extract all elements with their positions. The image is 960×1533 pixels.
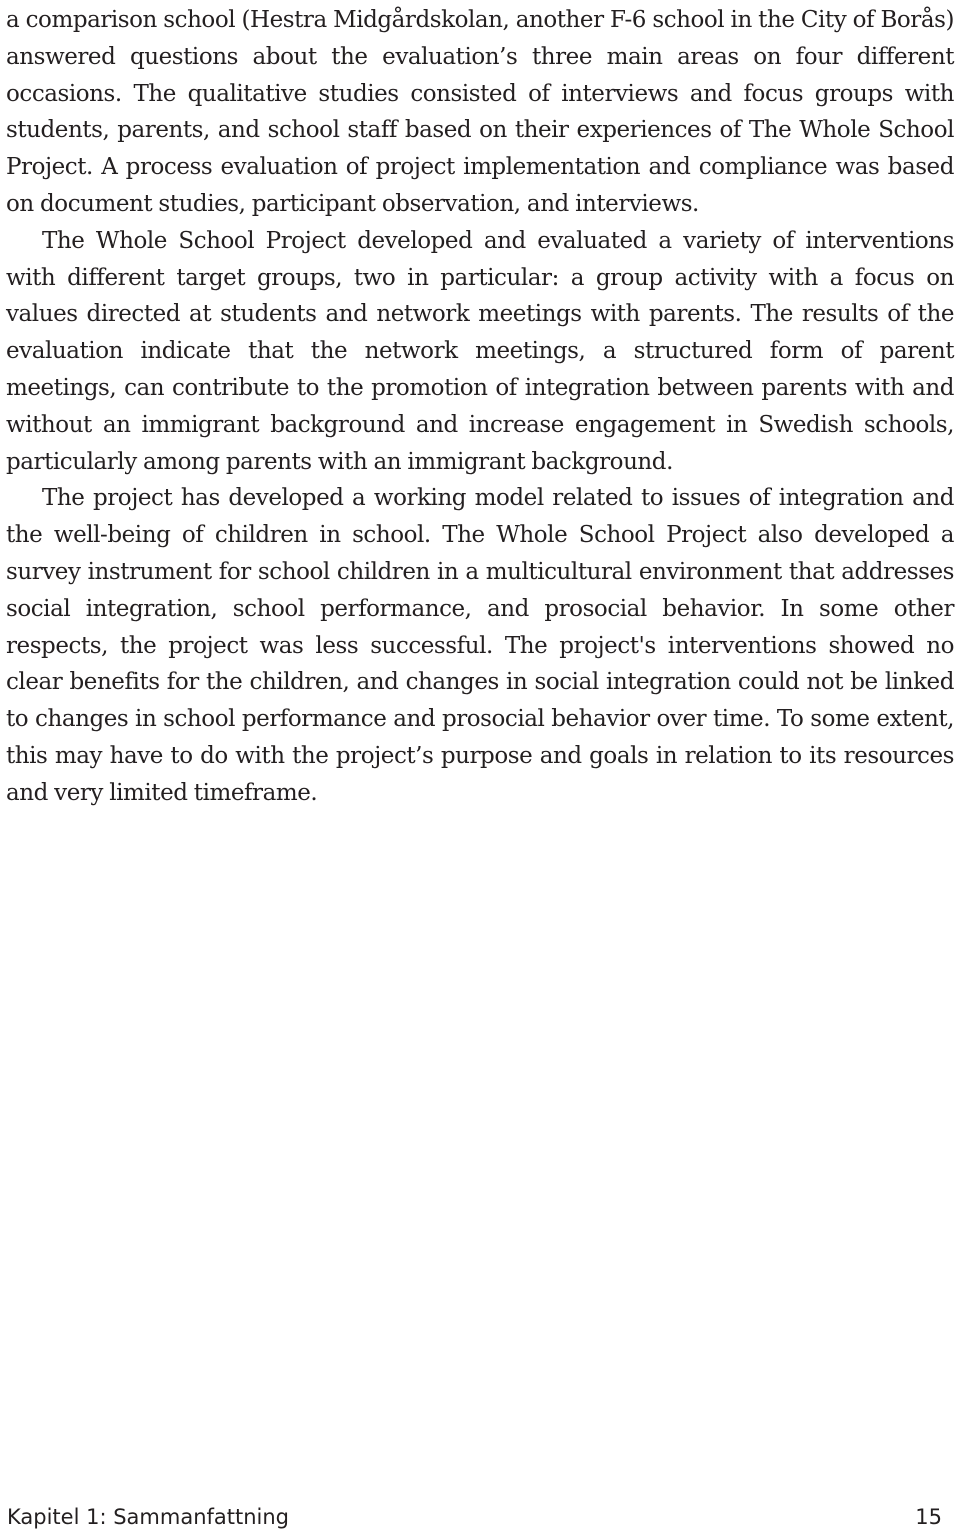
paragraph-continued: a comparison school (Hestra Midgårdskolan, another F-6 school in the City of Borås) answered questions about the evaluation’s three main areas on four different occasions. The qualitative studies consisted of interviews and focus groups with students, parents, and school staff based on their experiences of The Whole School Project. A process evaluation of project implementation and compliance was based on document studies, participant observation, and interviews. <box>6 7 954 217</box>
paragraph-outcomes: The project has developed a working model related to issues of integration and the well-being of children in school. The Whole School Project also developed a survey instrument for school children in a multicultural environment that addresses social integration, school performance, and prosocial behavior. In some other respects, the project was less successful. The project's interventions showed no clear benefits for the children, and changes in social integration could not be linked to changes in school performance and prosocial behavior over time. To some extent, this may have to do with the project’s purpose and goals in relation to its resources and very limited timeframe. <box>6 485 954 806</box>
page-number: 15 <box>915 1505 942 1529</box>
body-text <box>6 2 954 812</box>
page-footer <box>7 1502 942 1532</box>
paragraph-interventions: The Whole School Project developed and evaluated a variety of interventions with different target groups, two in particular: a group activity with a focus on values directed at students and network meetings with parents. The results of the evaluation indicate that the network meetings, a structured form of parent meetings, can contribute to the promotion of integration between parents with and without an immigrant background and increase engagement in Swedish schools, particularly among parents with an immigrant background. <box>6 227 954 475</box>
chapter-label: Kapitel 1: Sammanfattning <box>7 1505 290 1529</box>
